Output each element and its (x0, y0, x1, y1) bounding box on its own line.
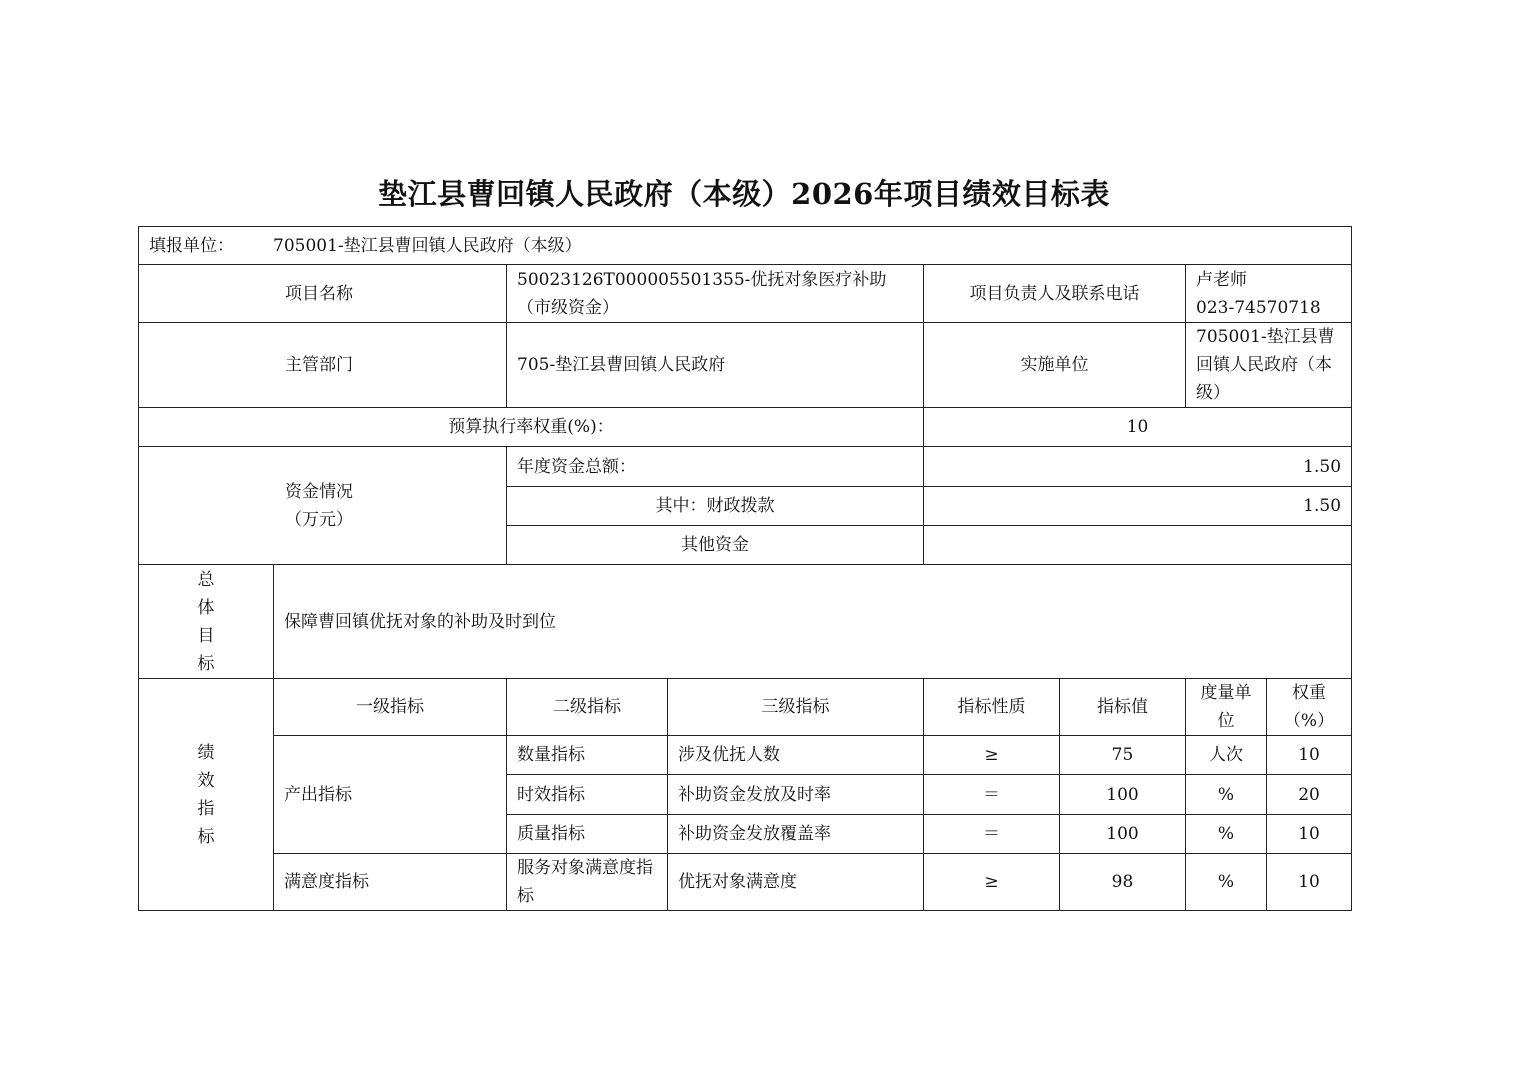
department-value: 705-垫江县曹回镇人民政府 (507, 323, 924, 408)
performance-indicator-char: 标 (197, 826, 215, 847)
budget-weight-value: 10 (924, 408, 1352, 447)
implementing-unit-label: 实施单位 (924, 323, 1186, 408)
indicator-row (139, 736, 1352, 775)
indicator-level3: 补助资金发放及时率 (668, 775, 924, 815)
indicator-value: 98 (1060, 854, 1186, 911)
implementing-unit-value: 705001-垫江县曹回镇人民政府（本级） (1186, 323, 1352, 408)
department-label: 主管部门 (139, 323, 507, 408)
header-value: 指标值 (1060, 679, 1186, 736)
fill-unit-cell (139, 227, 1352, 265)
overall-goal-text: 保障曹回镇优抚对象的补助及时到位 (274, 565, 1352, 679)
funds-label (139, 447, 507, 565)
overall-goal-row (139, 565, 1352, 679)
overall-goal-char: 总 (197, 569, 215, 590)
project-contact-cell (1186, 265, 1352, 323)
performance-indicator-label (139, 679, 274, 911)
performance-indicator-char: 指 (197, 798, 215, 819)
indicator-nature: ≥ (924, 736, 1060, 775)
project-name-row (139, 265, 1352, 323)
budget-weight-row (139, 408, 1352, 447)
overall-goal-char: 标 (197, 653, 215, 674)
project-name-label: 项目名称 (139, 265, 507, 323)
funds-total-label: 年度资金总额： (507, 447, 924, 487)
fill-unit-value: 705001-垫江县曹回镇人民政府（本级） (273, 235, 582, 256)
indicator-level3: 补助资金发放覆盖率 (668, 815, 924, 854)
header-level2: 二级指标 (507, 679, 668, 736)
indicator-weight: 20 (1267, 775, 1352, 815)
header-weight: 权重（%） (1267, 679, 1352, 736)
indicator-nature: ＝ (924, 775, 1060, 815)
header-nature: 指标性质 (924, 679, 1060, 736)
funds-fiscal-label: 其中：财政拨款 (507, 487, 924, 526)
funds-label-line1: 资金情况 (285, 481, 353, 502)
indicator-level3: 优抚对象满意度 (668, 854, 924, 911)
header-level1: 一级指标 (274, 679, 507, 736)
indicator-unit: 人次 (1186, 736, 1267, 775)
indicator-value: 100 (1060, 815, 1186, 854)
overall-goal-label (139, 565, 274, 679)
performance-indicator-char: 绩 (197, 742, 215, 763)
indicator-nature: ＝ (924, 815, 1060, 854)
indicator-value: 75 (1060, 736, 1186, 775)
indicator-level2: 质量指标 (507, 815, 668, 854)
performance-indicator-char: 效 (197, 770, 215, 791)
indicator-level1: 产出指标 (274, 736, 507, 854)
indicator-weight: 10 (1267, 854, 1352, 911)
indicator-header-row (139, 679, 1352, 736)
overall-goal-char: 目 (197, 625, 215, 646)
indicator-level2: 数量指标 (507, 736, 668, 775)
funds-fiscal-value: 1.50 (924, 487, 1352, 526)
indicator-level2: 时效指标 (507, 775, 668, 815)
budget-weight-label: 预算执行率权重(%)： (139, 408, 924, 447)
indicator-unit: % (1186, 815, 1267, 854)
funds-total-value: 1.50 (924, 447, 1352, 487)
project-name-value: 50023126T000005501355-优抚对象医疗补助（市级资金） (507, 265, 924, 323)
performance-target-table (138, 226, 1352, 911)
project-contact-label: 项目负责人及联系电话 (924, 265, 1186, 323)
indicator-nature: ≥ (924, 854, 1060, 911)
header-level3: 三级指标 (668, 679, 924, 736)
project-contact-name: 卢老师 (1196, 269, 1247, 290)
indicator-value: 100 (1060, 775, 1186, 815)
overall-goal-char: 体 (197, 597, 215, 618)
fill-unit-row (139, 227, 1352, 265)
fill-unit-label: 填报单位： (149, 235, 234, 256)
indicator-level2: 服务对象满意度指标 (507, 854, 668, 911)
funds-total-row (139, 447, 1352, 487)
funds-other-value (924, 526, 1352, 565)
funds-label-line2: （万元） (285, 509, 353, 530)
indicator-unit: % (1186, 775, 1267, 815)
indicator-unit: % (1186, 854, 1267, 911)
indicator-weight: 10 (1267, 736, 1352, 775)
indicator-weight: 10 (1267, 815, 1352, 854)
page-title: 垫江县曹回镇人民政府（本级）2026年项目绩效目标表 (378, 177, 1110, 211)
department-row (139, 323, 1352, 408)
funds-other-label: 其他资金 (507, 526, 924, 565)
indicator-level1: 满意度指标 (274, 854, 507, 911)
indicator-row (139, 854, 1352, 911)
project-contact-phone: 023-74570718 (1196, 297, 1321, 318)
indicator-level3: 涉及优抚人数 (668, 736, 924, 775)
header-unit: 度量单位 (1186, 679, 1267, 736)
